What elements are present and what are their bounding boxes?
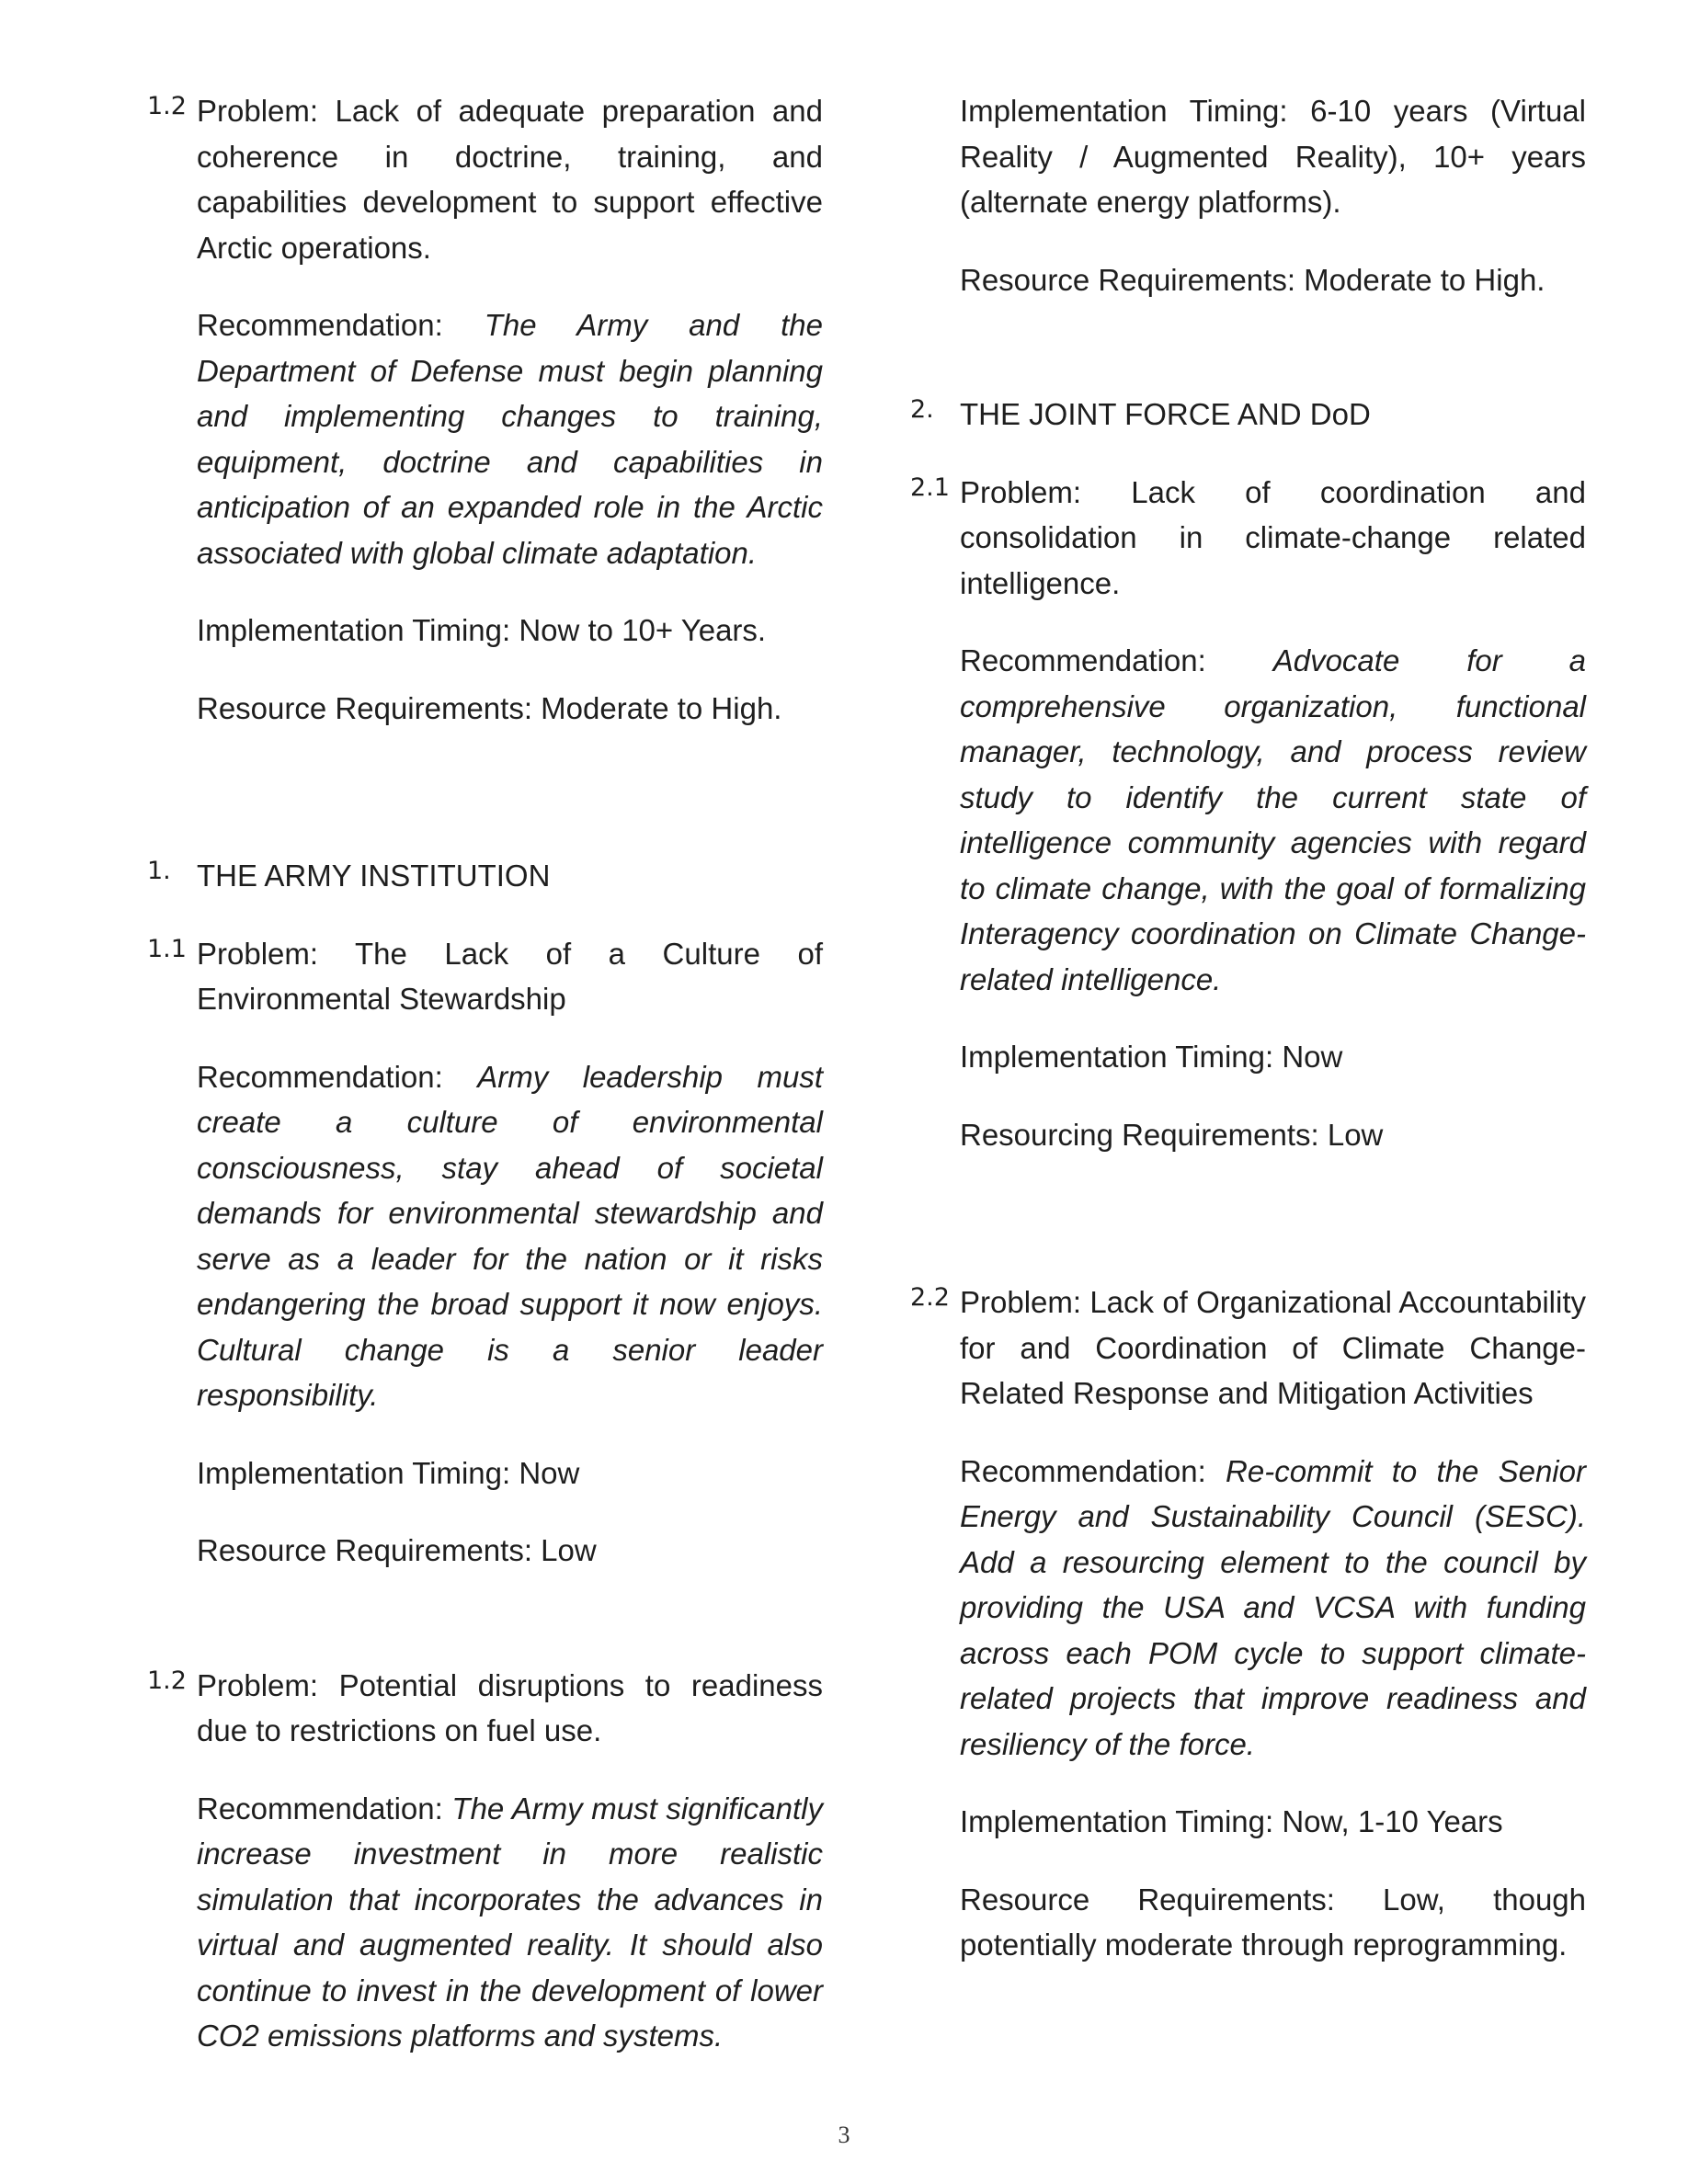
recommendation-label: Recommendation:: [197, 1791, 452, 1826]
section-number: 2.2: [910, 1283, 950, 1312]
resource-requirements: Resourcing Requirements: Low: [960, 1117, 1384, 1152]
resource-requirements: Resource Requirements: Low, though potentially moderate through reprogramming.: [960, 1882, 1586, 1962]
recommendation: [197, 1054, 823, 1418]
recommendation-text: The Army and the Department of Defense must begin planning and implementing changes to training, equipment, doctrine and capabilities in anticipation of an expanded role in the Arctic associated with global climate adaptation.: [197, 308, 823, 570]
section-number: 1.1: [147, 934, 187, 963]
section-number: 1.2: [147, 92, 187, 120]
section-2-1-intelligence: [910, 470, 1586, 1158]
section-1-1-stewardship: [147, 931, 823, 1574]
resource-requirements: Resource Requirements: Moderate to High.: [960, 262, 1545, 297]
recommendation: [197, 302, 823, 575]
recommendation-label: Recommendation:: [960, 643, 1273, 677]
problem-text: Problem: Lack of coordination and consolidation in climate-change related intelligence.: [960, 474, 1586, 600]
section-1-2-fuel: [147, 1663, 823, 2059]
problem-text: Problem: Lack of adequate preparation and coherence in doctrine, training, and capabilities development to support effective Arctic operations.: [197, 94, 823, 265]
recommendation: [960, 1449, 1586, 1768]
problem-text: Problem: The Lack of a Culture of Environmental Stewardship: [197, 936, 823, 1016]
implementation-timing: Implementation Timing: 6-10 years (Virtual Reality / Augmented Reality), 10+ years (alternate energy platforms).: [960, 94, 1586, 219]
section-title: THE ARMY INSTITUTION: [197, 859, 551, 893]
problem-text: Problem: Lack of Organizational Accountability for and Coordination of Climate Change-Related Response and Mitigation Activities: [960, 1285, 1586, 1410]
implementation-timing: Implementation Timing: Now: [197, 1455, 580, 1490]
left-column: [147, 88, 823, 2091]
problem-text: Problem: Potential disruptions to readiness due to restrictions on fuel use.: [197, 1667, 823, 1747]
recommendation-label: Recommendation:: [960, 1453, 1226, 1488]
section-1-2-fuel-continued: [910, 88, 1586, 302]
recommendation-text: The Army must significantly increase investment in more realistic simulation that incorporates the advances in virtual and augmented reality. It should also continue to invest in the development of lower CO2 emissions platforms and systems.: [197, 1791, 823, 2053]
recommendation: [197, 1786, 823, 2059]
recommendation-text: Re-commit to the Senior Energy and Sustainability Council (SESC). Add a resourcing element to the council by providing the USA and VCSA with funding across each POM cycle to support climate-related projects that improve readiness and resiliency of the force.: [960, 1453, 1586, 1761]
section-2-2-accountability: [910, 1280, 1586, 1968]
page-number: 3: [838, 2121, 850, 2148]
recommendation-label: Recommendation:: [197, 308, 485, 342]
section-number: 2.1: [910, 472, 950, 502]
section-title: THE JOINT FORCE AND DoD: [960, 397, 1371, 431]
recommendation: [960, 638, 1586, 1002]
section-number: 1.2: [147, 1666, 187, 1695]
section-1-heading: [147, 853, 823, 899]
section-number: 1.: [147, 857, 171, 885]
recommendation-text: Army leadership must create a culture of environmental consciousness, stay ahead of societal demands for environmental stewardship and serve as a leader for the nation or it risks endangering the broad support it now enjoys. Cultural change is a senior leader responsibility.: [197, 1059, 823, 1412]
resource-requirements: Resource Requirements: Moderate to High.: [197, 690, 782, 725]
recommendation-label: Recommendation:: [197, 1059, 478, 1094]
recommendation-text: Advocate for a comprehensive organization, functional manager, technology, and process review study to identify the current state of intelligence community agencies with regard to climate change, with the goal of formalizing Interagency coordination on Climate Change-related intelligence.: [960, 643, 1586, 996]
implementation-timing: Implementation Timing: Now to 10+ Years.: [197, 613, 767, 647]
section-1-2-arctic: [147, 88, 823, 731]
section-number: 2.: [910, 395, 934, 424]
implementation-timing: Implementation Timing: Now: [960, 1040, 1343, 1074]
section-2-heading: [910, 392, 1586, 438]
implementation-timing: Implementation Timing: Now, 1-10 Years: [960, 1804, 1503, 1838]
resource-requirements: Resource Requirements: Low: [197, 1533, 597, 1567]
right-column: [910, 88, 1586, 2000]
